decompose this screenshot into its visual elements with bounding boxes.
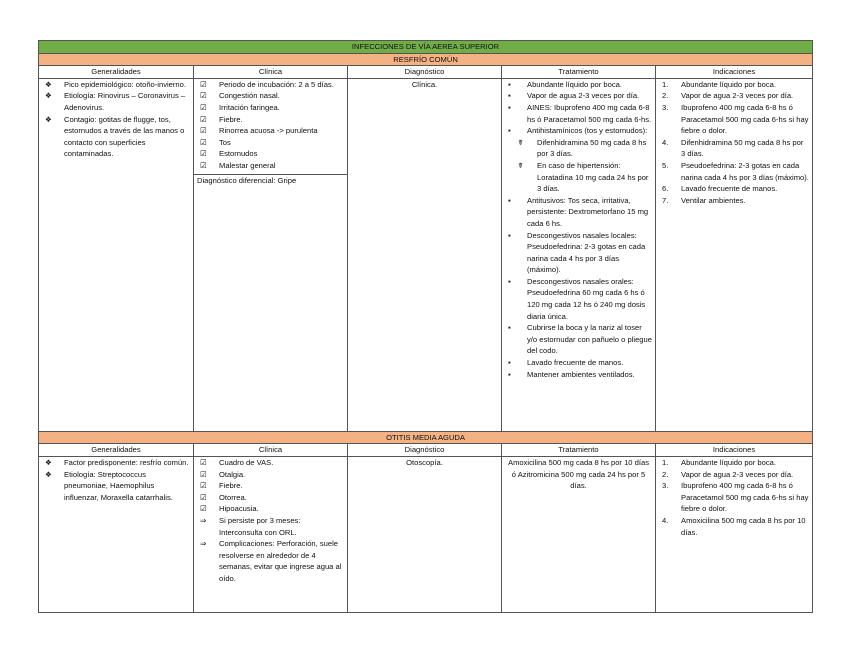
- list-item: [659, 515, 809, 538]
- list-item: [197, 148, 344, 160]
- list-item: [197, 503, 344, 515]
- bullet-icon: ☑: [200, 492, 207, 502]
- item-text: Complicaciones: Perforación, suele resolverse en alrededor de 4 semanas, evitar que ingrese agua al oído.: [219, 539, 342, 583]
- bullet-icon: 2.: [662, 91, 669, 101]
- item-text: Pico epidemiológico: otoño-invierno.: [64, 79, 186, 89]
- item-text: Etiología: Streptococcus pneumoniae, Haemophilus influenzar, Moraxella catarrhalis.: [64, 469, 173, 502]
- bullet-icon: ⇒: [200, 515, 207, 525]
- item-text: Hipoacusia.: [219, 504, 259, 514]
- item-text: Malestar general: [219, 160, 276, 170]
- item-text: Etiología: Rinovirus – Coronavirus – Adenovirus.: [64, 91, 186, 112]
- item-text: Si persiste por 3 meses: Interconsulta con ORL.: [219, 515, 301, 537]
- generalidades-cell: [39, 78, 194, 431]
- bullet-icon: ⇒: [200, 539, 207, 549]
- item-text: Cubrirse la boca y la nariz al toser y/o estornudar con pañuelo o pliegue del codo.: [527, 323, 652, 356]
- list-item: [659, 160, 809, 183]
- list-item: [505, 90, 652, 102]
- list-item: [505, 369, 652, 381]
- bullet-icon: ☑: [200, 469, 207, 479]
- item-text: Antitusivos: Tos seca, irritativa, persistente: Dextrometorfano 15 mg cada 6 hs.: [527, 195, 649, 228]
- column-header: Diagnóstico: [348, 444, 502, 457]
- item-text: Abundante líquido por boca.: [681, 457, 776, 467]
- list-item: [197, 137, 344, 149]
- bullet-icon: ▪: [508, 369, 511, 379]
- bullet-icon: ☑: [200, 126, 207, 136]
- item-text: Descongestivos nasales orales: Pseudoefedrina 60 mg cada 6 hs ó 120 mg cada 12 hs ó 240 mg dosis diaria única.: [527, 276, 646, 321]
- bullet-icon: ❖: [45, 469, 52, 479]
- list-item: [197, 114, 344, 126]
- bullet-icon: ▪: [508, 79, 511, 89]
- list-item: [197, 79, 344, 91]
- item-text: En caso de hipertensión: Loratadina 10 mg cada 24 hs por 3 días.: [537, 160, 649, 194]
- list-item: [659, 137, 809, 160]
- list-item: [505, 357, 652, 369]
- diagnostico-cell: Otoscopía.: [348, 456, 502, 612]
- item-text: Ibuprofeno 400 mg cada 6-8 hs ó Paracetamol 500 mg cada 6-hs si hay fiebre o dolor.: [681, 481, 809, 514]
- clinica-cell: [194, 456, 348, 612]
- bullet-icon: 4.: [662, 137, 669, 147]
- bullet-icon: ☑: [200, 79, 207, 89]
- bullet-icon: ❖: [45, 79, 52, 89]
- bullet-icon: 4.: [662, 515, 669, 525]
- item-text: Lavado frecuente de manos.: [681, 184, 778, 194]
- list-item: [197, 125, 344, 137]
- list-item: [505, 160, 652, 195]
- list-item: [505, 125, 652, 137]
- item-text: Congestión nasal.: [219, 91, 280, 101]
- list-item: [659, 480, 809, 515]
- item-text: Abundante líquido por boca.: [527, 79, 622, 89]
- bullet-icon: ☑: [200, 481, 207, 491]
- bullet-icon: ▪: [508, 323, 511, 333]
- item-text: Periodo de incubación: 2 a 5 días.: [219, 79, 334, 89]
- list-item: [42, 469, 190, 504]
- list-item: [505, 195, 652, 230]
- tratamiento-cell: [502, 78, 656, 431]
- bullet-icon: ☤: [518, 137, 524, 147]
- tratamiento-cell: Amoxicilina 500 mg cada 8 hs por 10 días ó Azitromicina 500 mg cada 24 hs por 5 días.: [502, 456, 656, 612]
- section-title: OTITIS MEDIA AGUDA: [39, 431, 813, 444]
- column-header: Clínica: [194, 444, 348, 457]
- bullet-icon: ☑: [200, 457, 207, 467]
- bullet-icon: ▪: [508, 102, 511, 112]
- list-item: [659, 79, 809, 91]
- bullet-icon: ☑: [200, 137, 207, 147]
- item-text: Ventilar ambientes.: [681, 195, 746, 205]
- bullet-icon: 6.: [662, 184, 669, 194]
- list-item: [659, 469, 809, 481]
- section-title: RESFRÍO COMÚN: [39, 53, 813, 66]
- list-item: [42, 79, 190, 91]
- list-item: [197, 515, 344, 538]
- table-row: [39, 78, 813, 431]
- list-item: [197, 469, 344, 481]
- list-item: [505, 230, 652, 276]
- bullet-icon: ☤: [518, 160, 524, 170]
- diagnostico-cell: Clínica.: [348, 78, 502, 431]
- item-text: Cuadro de VAS.: [219, 457, 274, 467]
- item-text: Abundante líquido por boca.: [681, 79, 776, 89]
- bullet-icon: ☑: [200, 149, 207, 159]
- differential-diagnosis: Diagnóstico diferencial: Gripe: [194, 174, 347, 187]
- item-text: Contagio: gotitas de flugge, tos, estornudos a través de las manos o contacto con superficies contaminadas.: [64, 114, 185, 159]
- bullet-icon: 1.: [662, 457, 669, 467]
- item-text: Vapor de agua 2-3 veces por día.: [527, 91, 640, 101]
- infections-table: [38, 40, 813, 613]
- list-item: [505, 276, 652, 322]
- table-row: [39, 456, 813, 612]
- item-text: Difenhidramina 50 mg cada 8 hs por 3 días.: [681, 137, 804, 159]
- item-text: Lavado frecuente de manos.: [527, 358, 624, 368]
- bullet-icon: ❖: [45, 457, 52, 467]
- list-item: [505, 322, 652, 357]
- column-header: Tratamiento: [502, 444, 656, 457]
- list-item: [659, 195, 809, 207]
- list-item: [42, 114, 190, 160]
- bullet-icon: ☑: [200, 114, 207, 124]
- column-header: Generalidades: [39, 66, 194, 79]
- item-text: Fiebre.: [219, 114, 243, 124]
- list-item: [505, 137, 652, 160]
- bullet-icon: 2.: [662, 469, 669, 479]
- column-header: Clínica: [194, 66, 348, 79]
- column-header: Diagnóstico: [348, 66, 502, 79]
- item-text: Difenhidramina 50 mg cada 8 hs por 3 días.: [537, 137, 647, 159]
- item-text: Rinorrea acuosa -> purulenta: [219, 126, 318, 136]
- list-item: [197, 457, 344, 469]
- bullet-icon: ☑: [200, 91, 207, 101]
- list-item: [659, 457, 809, 469]
- item-text: Irritación faringea.: [219, 102, 280, 112]
- bullet-icon: ❖: [45, 91, 52, 101]
- item-text: Amoxicilina 500 mg cada 8 hs por 10 días.: [681, 515, 806, 537]
- item-text: Factor predisponente: resfrío común.: [64, 457, 189, 467]
- bullet-icon: ▪: [508, 230, 511, 240]
- item-text: Vapor de agua 2-3 veces por día.: [681, 91, 794, 101]
- bullet-icon: ☑: [200, 102, 207, 112]
- bullet-icon: 1.: [662, 79, 669, 89]
- clinica-cell: [194, 78, 348, 431]
- column-header: Indicaciones: [656, 66, 813, 79]
- list-item: [659, 90, 809, 102]
- bullet-icon: ☑: [200, 504, 207, 514]
- list-item: [197, 538, 344, 584]
- indicaciones-cell: [656, 78, 813, 431]
- list-item: [197, 90, 344, 102]
- column-header: Indicaciones: [656, 444, 813, 457]
- bullet-icon: 7.: [662, 195, 669, 205]
- column-header: Generalidades: [39, 444, 194, 457]
- bullet-icon: 3.: [662, 481, 669, 491]
- bullet-icon: 5.: [662, 160, 669, 170]
- item-text: Vapor de agua 2-3 veces por día.: [681, 469, 794, 479]
- list-item: [659, 102, 809, 137]
- item-text: Estornudos: [219, 149, 258, 159]
- item-text: Fiebre.: [219, 481, 243, 491]
- list-item: [197, 480, 344, 492]
- generalidades-cell: [39, 456, 194, 612]
- item-text: Pseudoefedrina: 2-3 gotas en cada narina cada 4 hs por 3 días (máximo).: [681, 160, 809, 182]
- list-item: [42, 457, 190, 469]
- bullet-icon: ❖: [45, 114, 52, 124]
- table-title: INFECCIONES DE VÍA AEREA SUPERIOR: [39, 41, 813, 54]
- column-header: Tratamiento: [502, 66, 656, 79]
- bullet-icon: ▪: [508, 91, 511, 101]
- list-item: [197, 102, 344, 114]
- item-text: Antihistamínicos (tos y estornudos):: [527, 126, 648, 136]
- list-item: [197, 492, 344, 504]
- bullet-icon: ▪: [508, 358, 511, 368]
- item-text: Otalgia.: [219, 469, 246, 479]
- bullet-icon: ▪: [508, 195, 511, 205]
- bullet-icon: ▪: [508, 126, 511, 136]
- item-text: Mantener ambientes ventilados.: [527, 369, 635, 379]
- bullet-icon: 3.: [662, 102, 669, 112]
- bullet-icon: ▪: [508, 276, 511, 286]
- item-text: AINES: Ibuprofeno 400 mg cada 6-8 hs ó Paracetamol 500 mg cada 6-hs.: [527, 102, 652, 124]
- list-item: [42, 90, 190, 113]
- item-text: Ibuprofeno 400 mg cada 6-8 hs ó Paracetamol 500 mg cada 6-hs si hay fiebre o dolor.: [681, 102, 809, 136]
- item-text: Tos: [219, 137, 231, 147]
- item-text: Otorrea.: [219, 492, 247, 502]
- item-text: Descongestivos nasales locales: Pseudoefedrina: 2-3 gotas en cada narina cada 4 hs por 3 días (máximo).: [527, 230, 646, 275]
- bullet-icon: ☑: [200, 160, 207, 170]
- list-item: [659, 183, 809, 195]
- list-item: [505, 79, 652, 91]
- indicaciones-cell: [656, 456, 813, 612]
- list-item: [197, 160, 344, 172]
- list-item: [505, 102, 652, 125]
